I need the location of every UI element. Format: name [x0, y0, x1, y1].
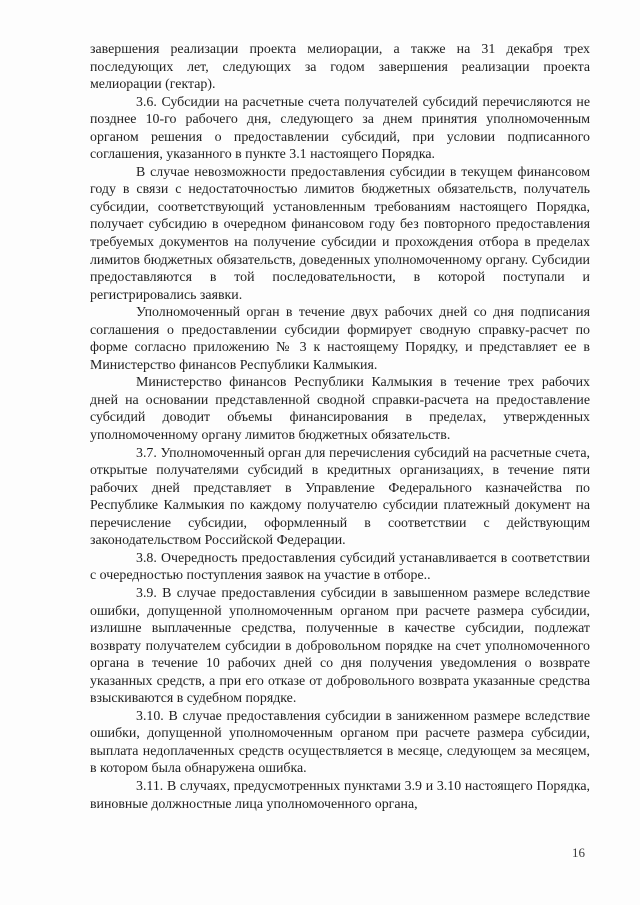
paragraph-3-6: 3.6. Субсидии на расчетные счета получателей субсидий перечисляются не позднее 10-го рабочего дня, следующего за днем принятия уполномоченным органом решения о предоставлении субсидий, при условии подписанного соглашения, указанного в пункте 3.1 настоящего Порядка. [90, 94, 590, 163]
body-text [90, 41, 590, 813]
page-number: 16 [572, 845, 585, 860]
paragraph-3-8: 3.8. Очередность предоставления субсидий устанавливается в соответствии с очередностью поступления заявок на участие в отборе.. [90, 550, 590, 584]
paragraph-summary-calculation: Уполномоченный орган в течение двух рабочих дней со дня подписания соглашения о предоставлении субсидии формирует сводную справку-расчет по форме согласно приложению № 3 к настоящему Порядку, и представляет ее в Министерство финансов Республики Калмыкия. [90, 305, 590, 373]
paragraph-3-7: 3.7. Уполномоченный орган для перечисления субсидий на расчетные счета, открытые получателями субсидий в кредитных организациях, в течение пяти рабочих дней представляет в Управление Федерального казначейства по Республике Калмыкия по каждому получателю субсидии платежный документ на перечисление субсидии, оформленный в соответствии с действующим законодательством Российской Федерации. [90, 445, 590, 549]
paragraph-budget-limits: В случае невозможности предоставления субсидии в текущем финансовом году в связи с недостаточностью лимитов бюджетных обязательств, получатель субсидии, соответствующий установленным требованиям настоящего Порядка, получает субсидию в очередном финансовом году без повторного предоставления требуемых документов на получение субсидии и прохождения отбора в пределах лимитов бюджетных обязательств, доведенных уполномоченному органу. Субсидии предоставляются в той последовательности, в которой поступали и регистрировались заявки. [90, 164, 590, 303]
paragraph-3-10: 3.10. В случае предоставления субсидии в заниженном размере вследствие ошибки, допущенной уполномоченным органом при расчете размера субсидии, выплата недоплаченных средств осуществляется в месяце, следующем за месяцем, в котором была обнаружена ошибка. [90, 708, 590, 777]
paragraph-ministry-finance: Министерство финансов Республики Калмыкия в течение трех рабочих дней на основании представленной сводной справки-расчета на предоставление субсидий доводит объемы финансирования в пределах, утвержденных уполномоченному органу лимитов бюджетных обязательств. [90, 375, 590, 444]
paragraph-3-11: 3.11. В случаях, предусмотренных пунктами 3.9 и 3.10 настоящего Порядка, виновные должностные лица уполномоченного органа, [90, 778, 590, 812]
paragraph-continuation: завершения реализации проекта мелиорации, а также на 31 декабря трех последующих лет, следующих за годом завершения реализации проекта мелиорации (гектар). [90, 42, 590, 93]
paragraph-3-9: 3.9. В случае предоставления субсидии в завышенном размере вследствие ошибки, допущенной уполномоченным органом при расчете размера субсидии, излишне выплаченные средства, полученные в качестве субсидии, подлежат возврату получателем субсидии в добровольном порядке на счет уполномоченного органа в течение 10 рабочих дней со дня получения уведомления о возврате указанных средств, а при его отказе от добровольного возврата указанные средства взыскиваются в судебном порядке. [90, 585, 590, 707]
